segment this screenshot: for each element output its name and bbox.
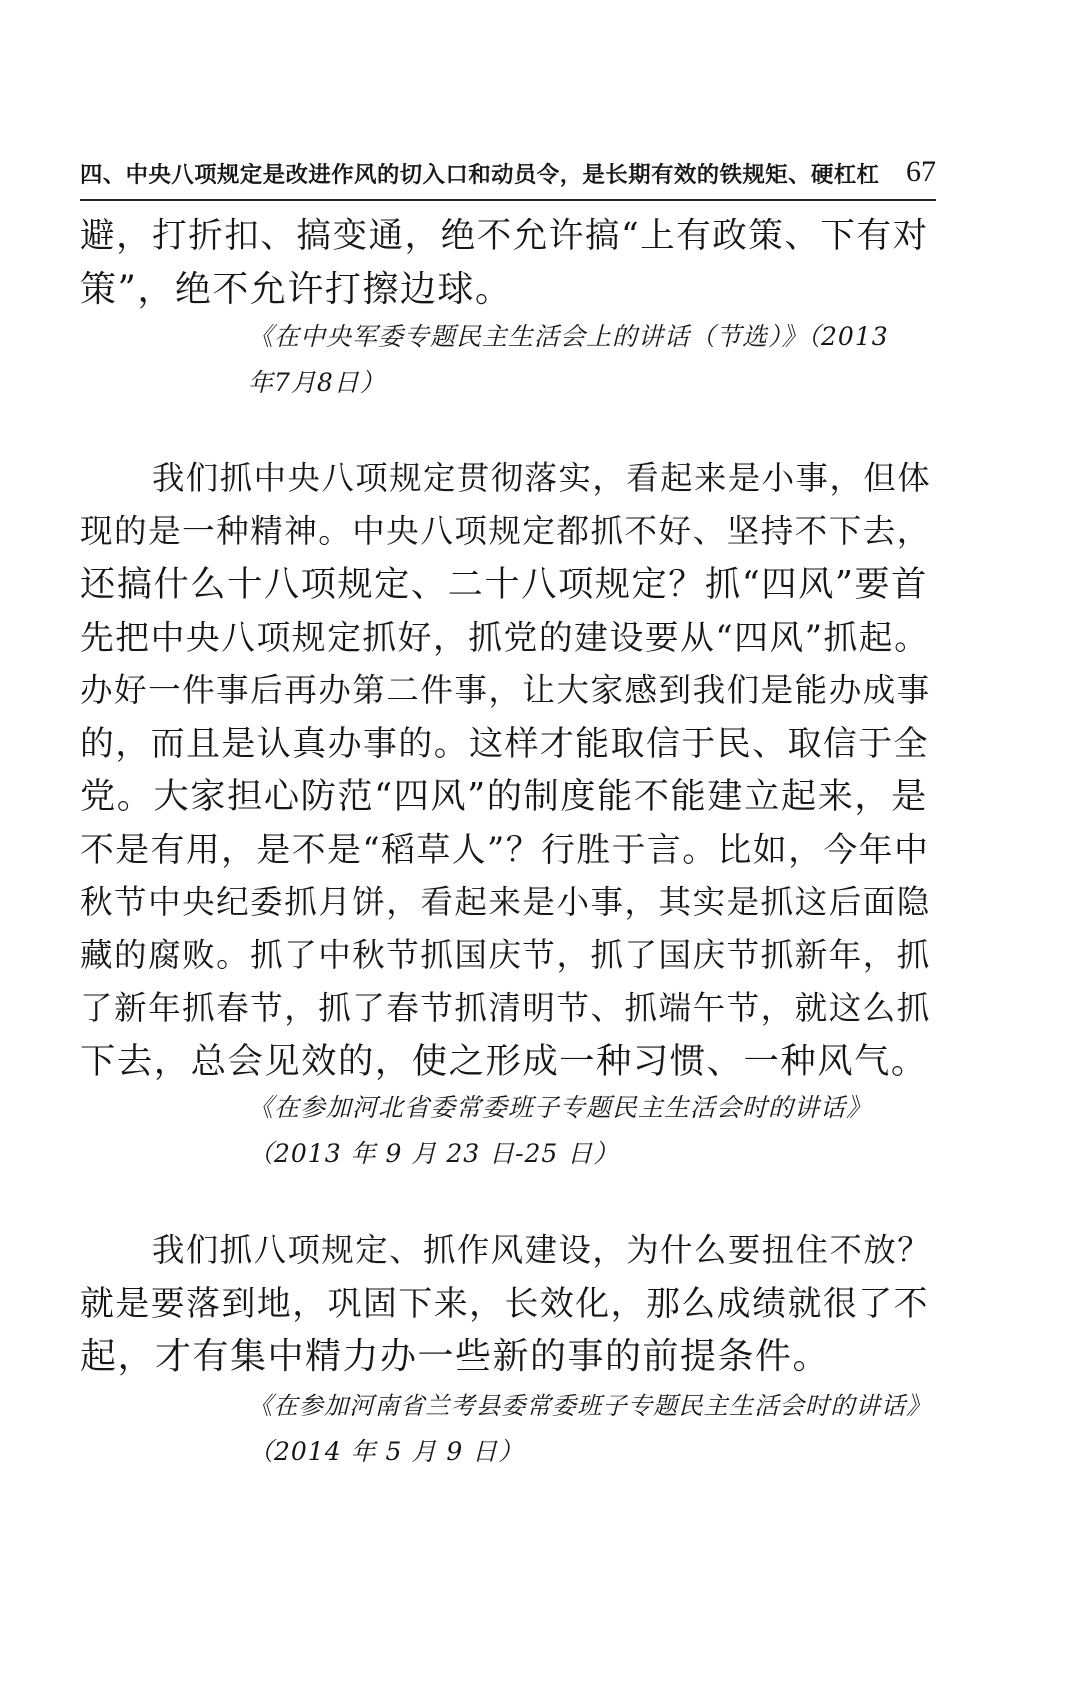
citation-line: 《在参加河北省委常委班子专题民主生活会时的讲话》 [248,1093,873,1122]
paragraph-line: 党。大家担心防范“四风”的制度能不能建立起来，是 [80,776,928,817]
paragraph-line: 避，打折扣、搞变通，绝不允许搞“上有政策、下有对 [80,216,929,256]
citation-line: （2013 年 9 月 23 日-25 日） [248,1139,620,1168]
paragraph-line: 秋节中央纪委抓月饼，看起来是小事，其实是抓这后面隐 [80,883,931,921]
paragraph-1 [80,210,936,316]
citation-line: 《在中央军委专题民主生活会上的讲话（节选）》（2013 [248,322,889,351]
citation-line: 《在参加河南省兰考县委常委班子专题民主生活会时的讲话》 [248,1391,932,1420]
paragraph-line: 下去，总会见效的，使之形成一种习惯、一种风气。 [80,1041,928,1082]
paragraph-line: 不是有用，是不是“稻草人”？行胜于言。比如，今年中 [80,830,930,869]
paragraph-line: 先把中央八项规定抓好，抓党的建设要从“四风”抓起。 [80,618,930,657]
source-citation-1 [248,314,938,406]
paragraph-line: 就是要落到地，巩固下来，长效化，那么成绩就很了不 [80,1284,929,1323]
paragraph-line: 策”，绝不允许打擦边球。 [80,269,513,310]
paragraph-line: 的，而且是认真办事的。这样才能取信于民、取信于全 [80,724,929,763]
page-number: 67 [906,155,936,188]
paragraph-2 [80,452,936,1088]
citation-line: 年7月8日） [248,368,386,397]
paragraph-line: 起，才有集中精力办一些新的事的前提条件。 [80,1336,831,1377]
source-citation-3 [248,1383,938,1475]
chapter-title: 四、中央八项规定是改进作风的切入口和动员令，是长期有效的铁规矩、硬杠杠 [80,162,880,188]
paragraph-line: 藏的腐败。抓了中秋节抓国庆节，抓了国庆节抓新年，抓 [80,936,931,974]
paragraph-line: 我们抓八项规定、抓作风建设，为什么要扭住不放？ [152,1231,932,1269]
paragraph-line: 办好一件事后再办第二件事，让大家感到我们是能办成事 [80,671,931,709]
paragraph-line: 现的是一种精神。中央八项规定都抓不好、坚持不下去， [80,512,931,550]
paragraph-line: 还搞什么十八项规定、二十八项规定？抓“四风”要首 [80,564,928,605]
paragraph-line: 我们抓中央八项规定贯彻落实，看起来是小事，但体 [152,459,932,497]
paragraph-3 [80,1224,936,1383]
paragraph-line: 了新年抓春节，抓了春节抓清明节、抓端午节，就这么抓 [80,989,931,1027]
citation-line: （2014 年 5 月 9 日） [248,1437,525,1466]
running-header [80,155,936,189]
source-citation-2 [248,1085,938,1177]
header-rule [80,199,936,201]
